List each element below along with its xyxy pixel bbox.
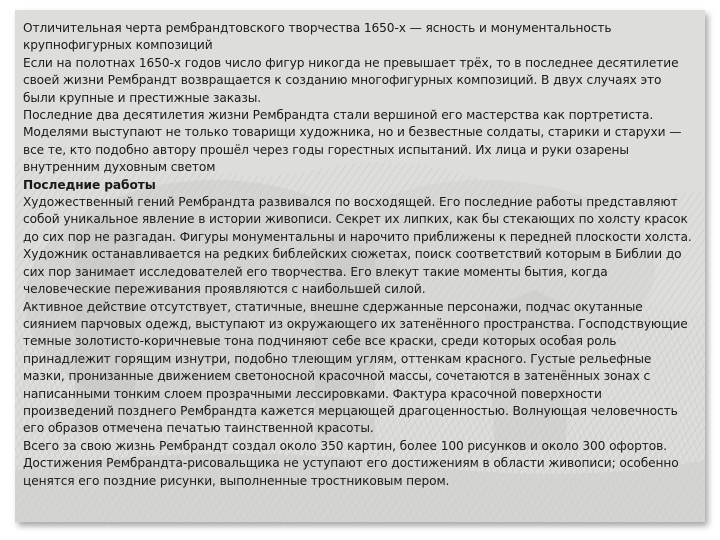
paragraph: Последние два десятилетия жизни Рембрандта стали вершиной его мастерства как портретиста. Моделями выступают не только товарищи художника, но и безвестные солдаты, старики и старухи — все те, кто подобно автору прошёл через годы горестных испытаний. Их лица и руки озарены внутренним духовным светом (23, 108, 682, 175)
document-text (23, 20, 695, 490)
paragraph: Если на полотнах 1650-х годов число фигур никогда не превышает трёх, то в последнее десятилетие своей жизни Рембрандт возвращается к созданию многофигурных композиций. В двух случаях это были крупные и престижные заказы. (23, 55, 679, 105)
paragraph: Художественный гений Рембрандта развивался по восходящей. Его последние работы представляют собой уникальное явление в истории живописи. Секрет их липких, как бы стекающих по холсту красок до сих пор не разгадан. Фигуры монументальны и нарочито приближены к передней плоскости холста. Художник останавливается на редких библейских сюжетах, поиск соответствий которым в Библии до сих пор занимает исследователей его творчества. Его влекут такие моменты бытия, когда человеческие переживания проявляются с наибольшей силой. (23, 195, 692, 297)
paragraph: Отличительная черта рембрандтовского творчества 1650-х — ясность и монументальность крупнофигурных композиций (23, 21, 612, 53)
section-heading: Последние работы (23, 177, 156, 192)
paragraph: Всего за свою жизнь Рембрандт создал около 350 картин, более 100 рисунков и около 300 офортов. Достижения Рембрандта-рисовальщика не уступают его достижениям в области живописи; особенно ценятся его поздние рисунки, выполненные тростниковым пером. (23, 438, 679, 488)
paragraph: Активное действие отсутствует, статичные, внешне сдержанные персонажи, подчас окутанные сиянием парчовых одежд, выступают из окружающего их затенённого пространства. Господствующие темные золотисто-коричневые тона подчиняют себе все краски, среди которых особая роль принадлежит горящим изнутри, подобно тлеющим углям, оттенкам красного. Густые рельефные мазки, пронизанные движением светоносной красочной массы, сочетаются в затенённых зонах с написанными тонким слоем прозрачными лессировками. Фактура красочной поверхности произведений позднего Рембрандта кажется мерцающей драгоценностью. Волнующая человечность его образов отмечена печатью таинственной красоты. (23, 299, 688, 436)
slide (15, 10, 705, 522)
